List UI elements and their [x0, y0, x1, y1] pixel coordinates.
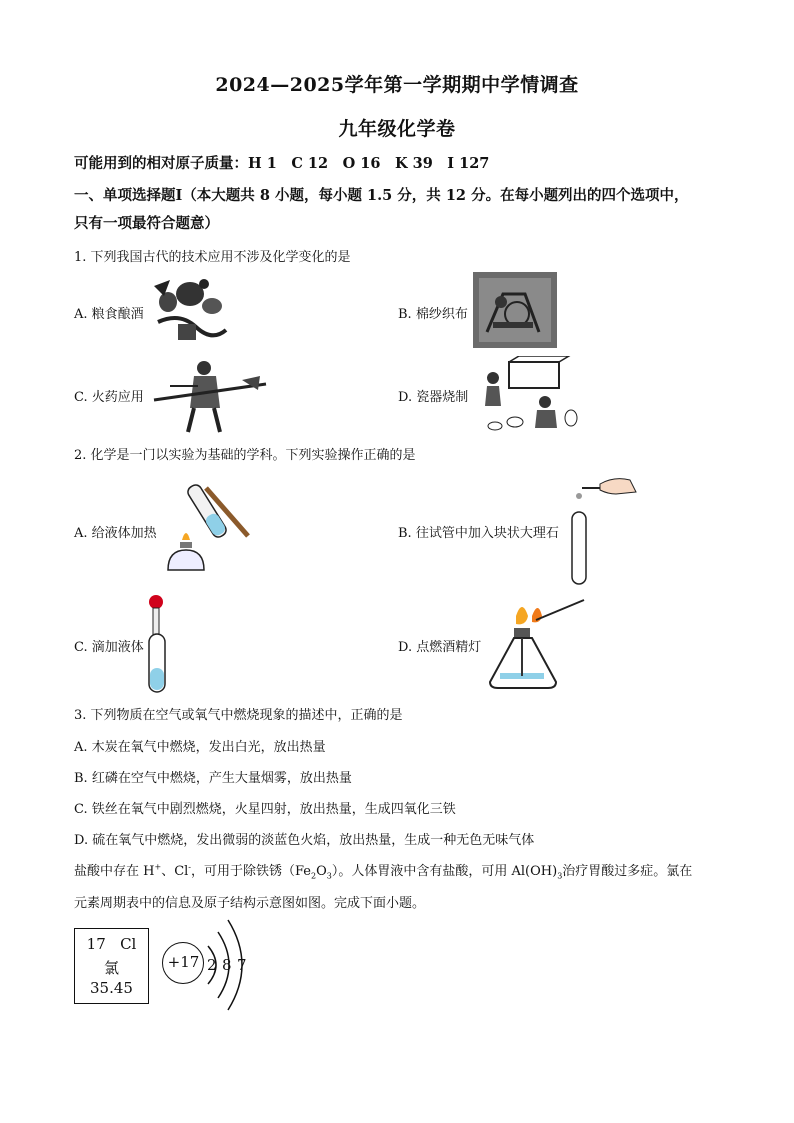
- adding-marble-illustration: [566, 470, 638, 586]
- dropping-liquid-illustration: [143, 594, 177, 694]
- q1-option-c[interactable]: C. 火药应用: [74, 390, 144, 405]
- q2-option-c[interactable]: C. 滴加液体: [74, 640, 144, 655]
- exam-title: 2024—2025学年第一学期期中学情调查: [215, 74, 579, 96]
- gunpowder-illustration: [150, 356, 268, 434]
- q1-option-d[interactable]: D. 瓷器烧制: [398, 390, 469, 405]
- porcelain-firing-illustration: [475, 356, 579, 436]
- q3-option-d[interactable]: D. 硫在氧气中燃烧，发出微弱的淡蓝色火焰，放出热量，生成一种无色无味气体: [74, 833, 535, 848]
- nucleus-charge: +17: [167, 953, 200, 971]
- element-name: 氯: [103, 959, 119, 977]
- passage-line1: 盐酸中存在 H+、Cl-，可用于除铁锈$(Fe_2O_3)$。人体胃液中含有盐酸，可用 $Al(OH)_3$治疗胃酸过多症。氯在: [74, 862, 693, 881]
- periodic-table-cell: [74, 928, 149, 1004]
- q1-option-a[interactable]: A. 粮食酿酒: [74, 307, 144, 322]
- q2-option-a[interactable]: A. 给液体加热: [74, 526, 157, 541]
- q3-option-b[interactable]: B. 红磷在空气中燃烧，产生大量烟雾，放出热量: [74, 771, 352, 786]
- lighting-alcohol-lamp-illustration: [486, 596, 588, 692]
- q2-option-d[interactable]: D. 点燃酒精灯: [398, 640, 482, 655]
- exam-subtitle: 九年级化学卷: [338, 118, 456, 140]
- q1-stem: 1. 下列我国古代的技术应用不涉及化学变化的是: [74, 250, 351, 265]
- section-heading-line2: 只有一项最符合题意）: [74, 215, 219, 232]
- q3-option-a[interactable]: A. 木炭在氧气中燃烧，发出白光，放出热量: [74, 740, 326, 755]
- shell-2-electrons: 8: [222, 956, 232, 974]
- atomic-masses: 可能用到的相对原子质量：H 1 C 12 O 16 K 39 I 127: [74, 155, 490, 172]
- wine-brewing-illustration: [150, 272, 230, 344]
- shell-3-electrons: 7: [237, 956, 247, 974]
- q2-stem: 2. 化学是一门以实验为基础的学科。下列实验操作正确的是: [74, 448, 416, 463]
- q2-option-b[interactable]: B. 往试管中加入块状大理石: [398, 526, 559, 541]
- q3-option-c[interactable]: C. 铁丝在氧气中剧烈燃烧，火星四射，放出热量，生成四氧化三铁: [74, 802, 456, 817]
- section-heading-line1: 一、单项选择题Ⅰ（本大题共 8 小题，每小题 1.5 分，共 12 分。在每小题列出的四个选项中，: [74, 187, 689, 204]
- shell-1-electrons: 2: [207, 956, 217, 974]
- element-mass: 35.45: [90, 979, 133, 997]
- passage-line2: 元素周期表中的信息及原子结构示意图如图。完成下面小题。: [74, 896, 426, 911]
- q3-stem: 3. 下列物质在空气或氧气中燃烧现象的描述中，正确的是: [74, 708, 403, 723]
- weaving-illustration: [473, 272, 557, 348]
- heating-liquid-illustration: [160, 478, 256, 576]
- q1-option-b[interactable]: B. 棉纱织布: [398, 307, 468, 322]
- element-number-symbol: 17 Cl: [86, 935, 137, 953]
